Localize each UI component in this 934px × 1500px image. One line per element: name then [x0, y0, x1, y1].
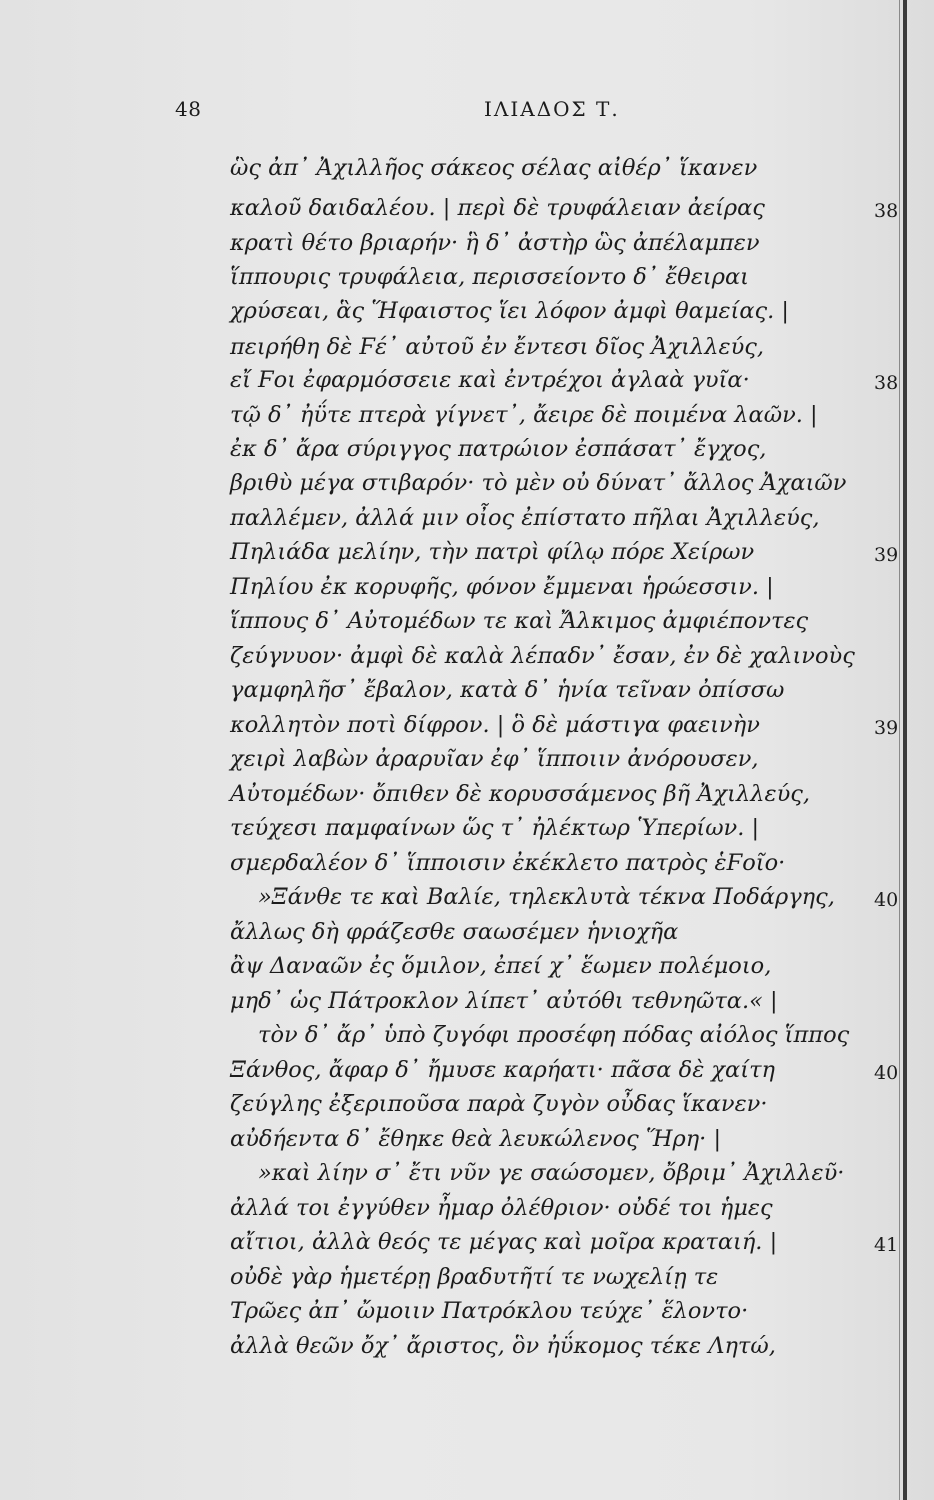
verse-line: ἵππους δ᾿ Αὐτομέδων τε καὶ Ἄλκιμος ἀμφιέποντες — [230, 608, 809, 634]
verse-line: αἴτιοι, ἀλλὰ θεός τε μέγας καὶ μοῖρα κραταιή. | — [230, 1229, 778, 1255]
verse-line: τὸν δ᾿ ἄρ᾿ ὑπὸ ζυγόφι προσέφη πόδας αἰόλος ἵππος — [258, 1022, 850, 1048]
verse-line: τεύχεσι παμφαίνων ὥς τ᾿ ἠλέκτωρ Ὑπερίων. | — [230, 815, 760, 841]
line-number: 38 — [874, 200, 899, 222]
line-number: 39 — [874, 717, 899, 739]
verse-line: »Ξάνθε τε καὶ Βαλίε, τηλεκλυτὰ τέκνα Ποδάργης, — [258, 884, 835, 910]
verse-line: ἵππουρις τρυφάλεια, περισσείοντο δ᾿ ἔθειραι — [230, 264, 749, 290]
line-number: 40 — [874, 1062, 899, 1084]
line-number: 40 — [874, 889, 899, 911]
verse-line: αὐδήεντα δ᾿ ἔθηκε θεὰ λευκώλενος Ἥρη· | — [230, 1126, 722, 1152]
verse-line: »καὶ λίην σ᾿ ἔτι νῦν γε σαώσομεν, ὄβριμ᾿ Ἀχιλλεῦ· — [258, 1160, 845, 1186]
verse-line: πειρήθη δὲ Ϝέ᾿ αὐτοῦ ἐν ἔντεσι δῖος Ἀχιλλεύς, — [230, 334, 765, 360]
verse-line: εἴ Ϝοι ἐφαρμόσσειε καὶ ἐντρέχοι ἀγλαὰ γυῖα· — [230, 367, 750, 393]
verse-line: Τρῶες ἀπ᾿ ὤμοιιν Πατρόκλου τεύχε᾿ ἕλοντο· — [230, 1298, 749, 1324]
verse-line: οὐδὲ γὰρ ἡμετέρῃ βραδυτῆτί τε νωχελίῃ τε — [230, 1264, 719, 1290]
verse-line: τῷ δ᾿ ἠΰτε πτερὰ γίγνετ᾿, ἄειρε δὲ ποιμένα λαῶν. | — [230, 402, 818, 428]
line-number: 41 — [874, 1234, 899, 1256]
verse-line: χρύσεαι, ἃς Ἥφαιστος ἵει λόφον ἀμφὶ θαμείας. | — [230, 298, 790, 324]
verse-line: Αὐτομέδων· ὄπιθεν δὲ κορυσσάμενος βῆ Ἀχιλλεύς, — [230, 781, 811, 807]
verse-line: ζεύγνυον· ἀμφὶ δὲ καλὰ λέπαδν᾿ ἔσαν, ἐν δὲ χαλινοὺς — [230, 643, 855, 669]
verse-line: ἄλλως δὴ φράζεσθε σαωσέμεν ἡνιοχῆα — [230, 919, 679, 945]
page-number: 48 — [175, 97, 202, 121]
running-head: ΙΛΙΑΔΟΣ Τ. — [484, 97, 620, 121]
verse-line: χειρὶ λαβὼν ἀραρυῖαν ἐφ᾿ ἵπποιιν ἀνόρουσεν, — [230, 746, 759, 772]
verse-line: σμερδαλέον δ᾿ ἵπποισιν ἐκέκλετο πατρὸς ἑϜοῖο· — [230, 850, 786, 876]
line-number: 38 — [874, 372, 899, 394]
verse-line: μηδ᾿ ὡς Πάτροκλον λίπετ᾿ αὐτόθι τεθνηῶτα.« | — [230, 988, 778, 1014]
verse-line: γαμφηλῆσ᾿ ἔβαλον, κατὰ δ᾿ ἡνία τεῖναν ὀπίσσω — [230, 677, 785, 703]
verse-line: ὣς ἀπ᾿ Ἀχιλλῆος σάκεος σέλας αἰθέρ᾿ ἵκανεν — [230, 155, 758, 181]
verse-line: Πηλιάδα μελίην, τὴν πατρὶ φίλῳ πόρε Χείρων — [230, 539, 755, 565]
verse-line: βριθὺ μέγα στιβαρόν· τὸ μὲν οὐ δύνατ᾿ ἄλλος Ἀχαιῶν — [230, 470, 847, 496]
verse-line: κρατὶ θέτο βριαρήν· ἣ δ᾿ ἀστὴρ ὣς ἀπέλαμπεν — [230, 230, 760, 256]
verse-line: Ξάνθος, ἄφαρ δ᾿ ἤμυσε καρήατι· πᾶσα δὲ χαίτη — [230, 1057, 775, 1083]
verse-line: παλλέμεν, ἀλλά μιν οἶος ἐπίστατο πῆλαι Ἀχιλλεύς, — [230, 505, 820, 531]
line-number: 39 — [874, 544, 899, 566]
verse-line: κολλητὸν ποτὶ δίφρον. | ὃ δὲ μάστιγα φαεινὴν — [230, 712, 760, 738]
verse-line: Πηλίου ἐκ κορυφῆς, φόνον ἔμμεναι ἡρώεσσιν. | — [230, 574, 774, 600]
verse-line: ἂψ Δαναῶν ἐς ὅμιλον, ἐπεί χ᾿ ἕωμεν πολέμοιο, — [230, 953, 772, 979]
verse-line: ἐκ δ᾿ ἄρα σύριγγος πατρώιον ἐσπάσατ᾿ ἔγχος, — [230, 436, 767, 462]
verse-line: ἀλλά τοι ἐγγύθεν ἦμαρ ὀλέθριον· οὐδέ τοι ἡμες — [230, 1195, 773, 1221]
verse-line: καλοῦ δαιδαλέου. | περὶ δὲ τρυφάλειαν ἀείρας — [230, 195, 765, 221]
binding-edge — [903, 0, 907, 1500]
verse-line: ζεύγλης ἐξεριποῦσα παρὰ ζυγὸν οὖδας ἵκανεν· — [230, 1091, 768, 1117]
verse-line: ἀλλὰ θεῶν ὄχ᾿ ἄριστος, ὃν ἠΰκομος τέκε Λητώ, — [230, 1333, 776, 1359]
